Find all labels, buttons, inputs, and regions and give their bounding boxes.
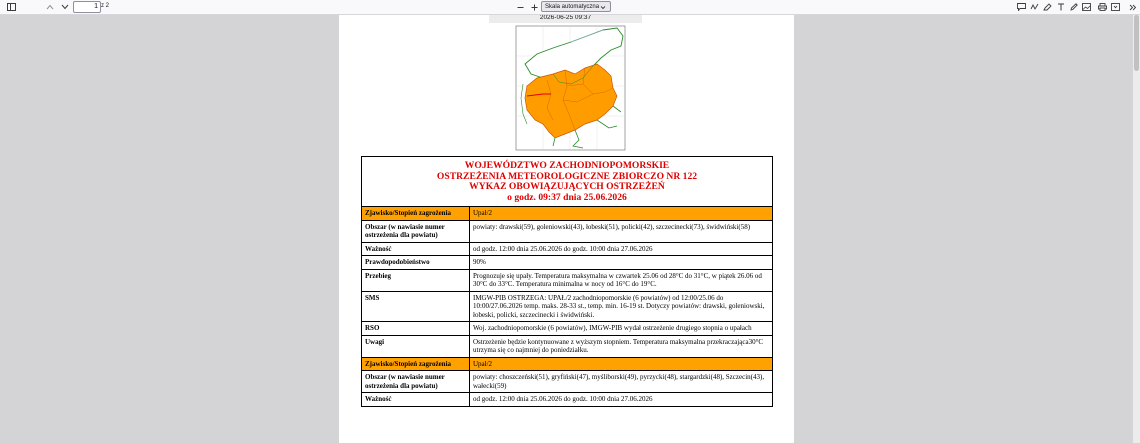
table-row — [362, 322, 773, 336]
previous-page-button[interactable] — [44, 1, 56, 13]
table-row — [362, 242, 773, 256]
document-title — [362, 157, 773, 207]
table-label-cell: Ważność — [362, 393, 470, 407]
table-label-cell: SMS — [362, 291, 470, 322]
zoom-select[interactable] — [541, 1, 611, 12]
table-label-cell: Obszar (w nawiasie numer ostrzeżenia dla powiatu) — [362, 220, 470, 242]
table-label-cell: Uwagi — [362, 335, 470, 357]
highlighter-icon — [1043, 3, 1052, 11]
table-value-cell: powiaty: drawski(59), goleniowski(43), łobeski(51), policki(42), szczecinecki(73), świdwiński(58) — [470, 220, 773, 242]
page-total-label: z 2 — [101, 3, 110, 9]
table-value-cell: IMGW-PIB OSTRZEGA: UPAŁ/2 zachodniopomorskie (6 powiatów) od 12:00/25.06 do 10:00/27.06.2026 temp. maks. 28-33 st., temp. min. 16-19 st. Dotyczy powiatów: drawski, goleniowski, łobeski, policki, szczecinecki i świdwiński. — [470, 291, 773, 322]
table-value-cell: Upał/2 — [470, 357, 773, 371]
warning-header-row — [362, 207, 773, 221]
table-label-cell: RSO — [362, 322, 470, 336]
title-line: WOJEWÓDZTWO ZACHODNIOPOMORSKIE — [464, 160, 670, 171]
table-label-cell: Obszar (w nawiasie numer ostrzeżenia dla powiatu) — [362, 371, 470, 393]
table-row — [362, 393, 773, 407]
table-label-cell: Zjawisko/Stopień zagrożenia — [362, 357, 470, 371]
chevron-up-icon — [46, 4, 54, 10]
title-line: WYKAZ OBOWIĄZUJĄCYCH OSTRZEŻEŃ — [469, 181, 665, 193]
table-row — [362, 335, 773, 357]
comment-icon — [1017, 3, 1026, 11]
title-line: o godz. 09:37 dnia 25.06.2026 — [507, 191, 627, 203]
text-button[interactable] — [1055, 1, 1066, 13]
warnings-table — [361, 156, 773, 407]
draw-button[interactable] — [1068, 1, 1079, 13]
double-chevron-right-icon — [1129, 4, 1137, 11]
table-value-cell: Prognozuje się upały. Temperatura maksymalna w czwartek 25.06 od 28°C do 31°C, w piątek 26.06 od 30°C do 33°C. Temperatura minimalna w nocy od 16°C do 19°C. — [470, 269, 773, 291]
download-icon — [1111, 3, 1120, 11]
highlight-button[interactable] — [1042, 1, 1053, 13]
chevron-down-icon — [600, 2, 606, 13]
table-value-cell: od godz. 12:00 dnia 25.06.2026 do godz. 10:00 dnia 27.06.2026 — [470, 242, 773, 256]
warning-header-row — [362, 357, 773, 371]
table-row — [362, 256, 773, 270]
image-icon — [1082, 3, 1091, 11]
print-button[interactable] — [1097, 1, 1108, 13]
scrollbar-thumb[interactable] — [1134, 15, 1139, 71]
table-label-cell: Przebieg — [362, 269, 470, 291]
sidebar-icon — [7, 3, 16, 11]
page-timestamp: 2026-06-25 09:37 — [489, 15, 642, 23]
table-value-cell: Woj. zachodniopomorskie (6 powiatów), IMGW-PIB wydał ostrzeżenie drugiego stopnia o upałach — [470, 322, 773, 336]
table-value-cell: powiaty: choszczeński(51), gryfiński(47), myśliborski(49), pyrzycki(48), stargardzki(48), Szczecin(43), wałecki(59) — [470, 371, 773, 393]
image-button[interactable] — [1081, 1, 1092, 13]
page-number-input[interactable]: 1 — [73, 1, 101, 13]
zoom-out-button[interactable] — [515, 1, 525, 13]
table-row — [362, 269, 773, 291]
table-value-cell: Upał/2 — [470, 207, 773, 221]
table-row — [362, 291, 773, 322]
minus-icon — [517, 4, 524, 11]
title-line: OSTRZEŻENIA METEOROLOGICZNE ZBIORCZO NR 122 — [436, 170, 698, 182]
table-row — [362, 371, 773, 393]
table-value-cell: 90% — [470, 256, 773, 270]
zoom-select-label: Skala automatyczna — [545, 4, 600, 10]
table-label-cell: Zjawisko/Stopień zagrożenia — [362, 207, 470, 221]
plus-icon — [531, 4, 538, 11]
pen-icon — [1070, 3, 1078, 11]
voivodeship-map — [513, 24, 628, 155]
signature-icon — [1030, 3, 1039, 11]
table-value-cell: od godz. 12:00 dnia 25.06.2026 do godz. 10:00 dnia 27.06.2026 — [470, 393, 773, 407]
sidebar-toggle-button[interactable] — [4, 1, 18, 13]
vertical-scrollbar[interactable] — [1133, 15, 1140, 443]
pdf-toolbar — [0, 0, 1140, 15]
text-icon — [1057, 3, 1065, 11]
document-viewer[interactable] — [0, 15, 1140, 443]
zoom-in-button[interactable] — [529, 1, 539, 13]
comment-button[interactable] — [1016, 1, 1027, 13]
table-label-cell: Prawdopodobieństwo — [362, 256, 470, 270]
table-row — [362, 220, 773, 242]
chevron-down-icon — [61, 4, 69, 10]
table-label-cell: Ważność — [362, 242, 470, 256]
pdf-page — [339, 15, 794, 443]
printer-icon — [1098, 3, 1107, 11]
warning-map — [513, 24, 628, 155]
signature-button[interactable] — [1029, 1, 1040, 13]
table-value-cell: Ostrzeżenie będzie kontynuowane z wyższym stopniem. Temperatura maksymalna przekraczająca30°C utrzyma się co najmniej do poniedziałku. — [470, 335, 773, 357]
next-page-button[interactable] — [59, 1, 71, 13]
more-tools-button[interactable] — [1127, 1, 1138, 13]
save-button[interactable] — [1110, 1, 1121, 13]
